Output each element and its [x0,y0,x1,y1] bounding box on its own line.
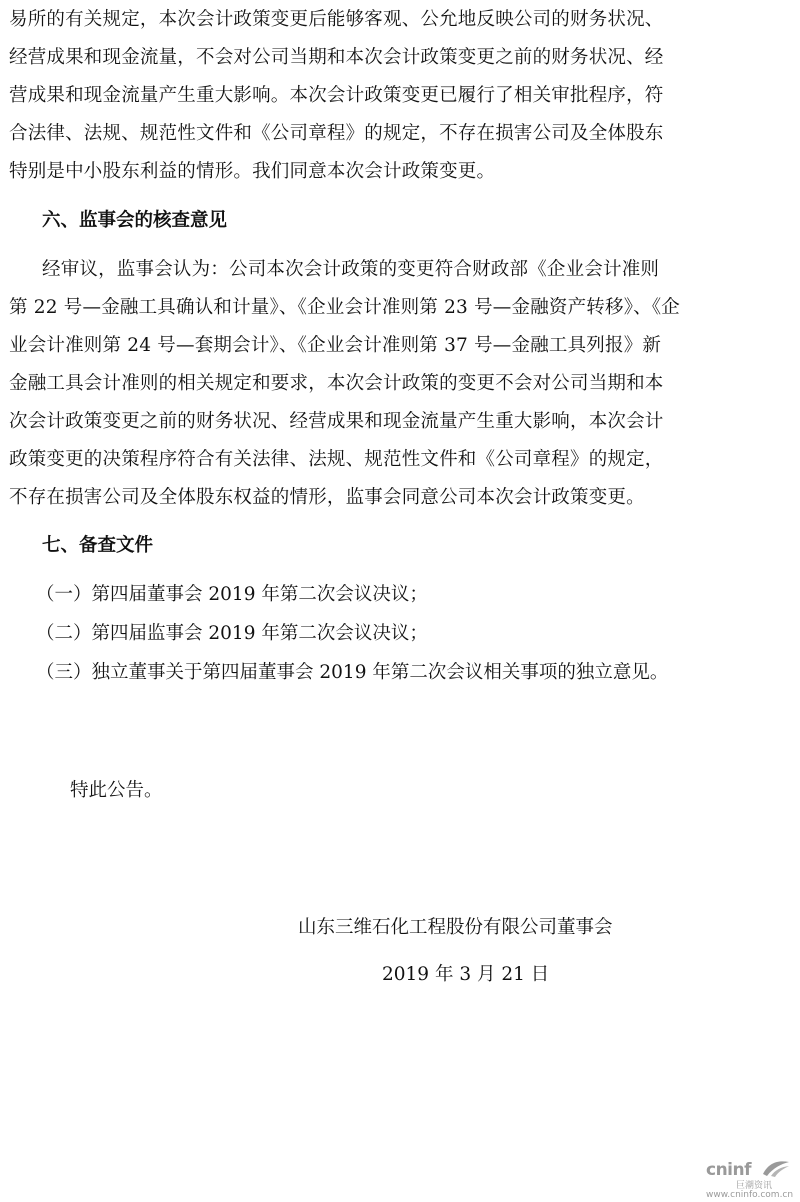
paragraph-line: 经营成果和现金流量，不会对公司当期和本次会计政策变更之前的财务状况、经 [9,47,664,68]
list-item: （三）独立董事关于第四届董事会 2019 年第二次会议相关事项的独立意见。 [36,662,669,683]
list-item: （二）第四届监事会 2019 年第二次会议决议； [36,623,428,644]
paragraph-line: 不存在损害公司及全体股东权益的情形，监事会同意公司本次会计政策变更。 [9,487,645,508]
list-item: （一）第四届董事会 2019 年第二次会议决议； [36,584,428,605]
watermark-url: www.cninfo.com.cn [706,1190,794,1200]
signer-name: 山东三维石化工程股份有限公司董事会 [298,917,613,938]
paragraph-line: 政策变更的决策程序符合有关法律、法规、规范性文件和《公司章程》的规定， [9,449,664,470]
paragraph-line: 合法律、法规、规范性文件和《公司章程》的规定，不存在损害公司及全体股东 [9,123,664,144]
paragraph-line: 第 22 号—金融工具确认和计量》、《企业会计准则第 23 号—金融资产转移》、《企 [9,297,681,318]
paragraph-line: 经审议，监事会认为：公司本次会计政策的变更符合财政部《企业会计准则 [42,259,660,280]
watermark-brand: cninf [706,1160,752,1180]
closing-text: 特此公告。 [70,780,163,801]
cninfo-watermark [706,1160,796,1198]
paragraph-line: 金融工具会计准则的相关规定和要求，本次会计政策的变更不会对公司当期和本 [9,373,664,394]
section-heading-6: 六、监事会的核查意见 [42,210,228,231]
paragraph-line: 特别是中小股东利益的情形。我们同意本次会计政策变更。 [9,161,496,182]
signature-date: 2019 年 3 月 21 日 [382,964,550,985]
section-heading-7: 七、备查文件 [42,535,154,556]
paragraph-line: 业会计准则第 24 号—套期会计》、《企业会计准则第 37 号—金融工具列报》新 [9,335,662,356]
paragraph-line: 易所的有关规定，本次会计政策变更后能够客观、公允地反映公司的财务状况、 [9,9,664,30]
paragraph-line: 次会计政策变更之前的财务状况、经营成果和现金流量产生重大影响，本次会计 [9,411,664,432]
paragraph-line: 营成果和现金流量产生重大影响。本次会计政策变更已履行了相关审批程序，符 [9,85,664,106]
swoosh-logo-icon [761,1158,791,1178]
watermark-subtitle: 巨潮资讯 [736,1181,773,1191]
